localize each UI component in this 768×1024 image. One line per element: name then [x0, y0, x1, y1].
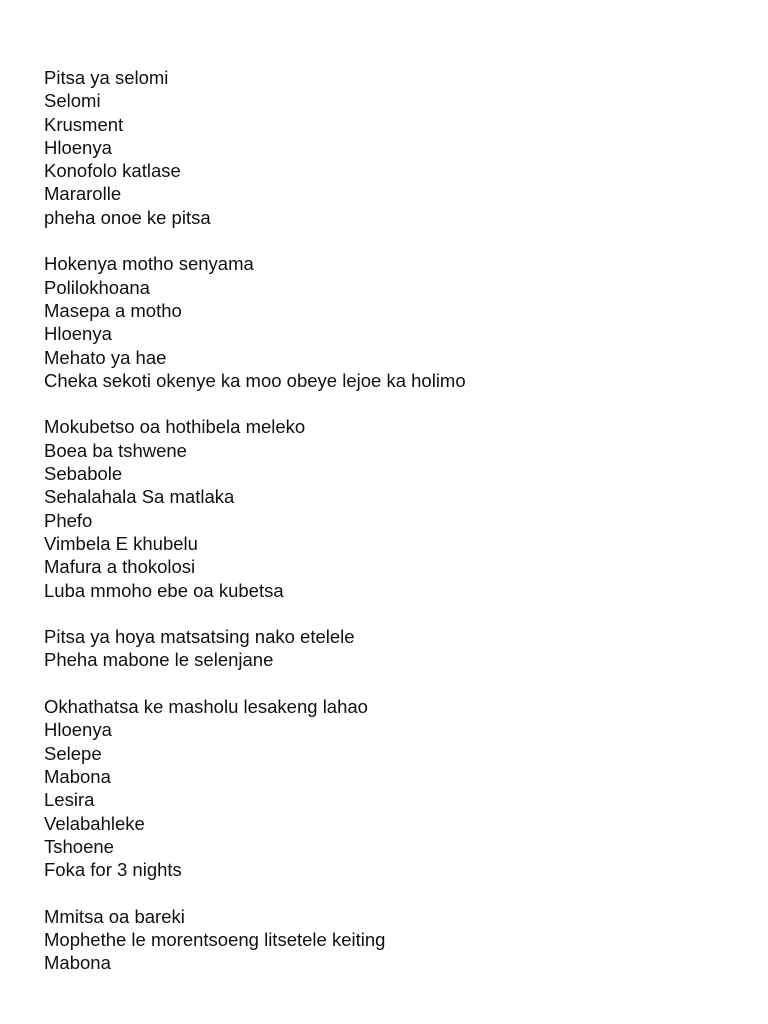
- text-line: Krusment: [44, 113, 124, 135]
- text-line: Mabona: [44, 765, 111, 787]
- text-line: Mokubetso oa hothibela meleko: [44, 416, 306, 438]
- section-3: [44, 415, 744, 601]
- section-2: [44, 252, 744, 392]
- blank-line: [44, 672, 744, 695]
- text-line: Mararolle: [44, 183, 122, 205]
- section-4: [44, 625, 744, 672]
- text-line: Pheha mabone le selenjane: [44, 649, 274, 671]
- text-line: Sebabole: [44, 463, 123, 485]
- text-line: Velabahleke: [44, 812, 145, 834]
- text-line: Mafura a thokolosi: [44, 556, 196, 578]
- text-line: Sehalahala Sa matlaka: [44, 486, 235, 508]
- text-line: Tshoene: [44, 835, 114, 857]
- text-line: Cheka sekoti okenye ka moo obeye lejoe ka holimo: [44, 369, 466, 391]
- text-line: Mmitsa oa bareki: [44, 905, 185, 927]
- text-line: Pitsa ya selomi: [44, 67, 169, 88]
- text-line: Selepe: [44, 742, 102, 764]
- text-line: Konofolo katlase: [44, 160, 181, 182]
- blank-line: [44, 229, 744, 252]
- text-line: Mehato ya hae: [44, 346, 167, 368]
- text-line: Boea ba tshwene: [44, 439, 187, 461]
- blank-line: [44, 881, 744, 904]
- text-line: Okhathatsa ke masholu lesakeng lahao: [44, 696, 368, 718]
- text-line: Vimbela E khubelu: [44, 532, 198, 554]
- text-line: Lesira: [44, 789, 95, 811]
- blank-line: [44, 392, 744, 415]
- text-line: Mabona: [44, 952, 111, 974]
- text-line: Hokenya motho senyama: [44, 253, 254, 275]
- document-page: [44, 66, 744, 975]
- text-line: Phefo: [44, 509, 93, 531]
- section-5: [44, 695, 744, 881]
- text-line: Pitsa ya hoya matsatsing nako etelele: [44, 626, 355, 648]
- text-line: Polilokhoana: [44, 276, 150, 298]
- text-line: Foka for 3 nights: [44, 859, 182, 881]
- text-line: Hloenya: [44, 719, 112, 741]
- text-line: Selomi: [44, 90, 101, 112]
- text-line: Masepa a motho: [44, 299, 182, 321]
- text-line: Hloenya: [44, 136, 112, 158]
- text-line: pheha onoe ke pitsa: [44, 206, 211, 228]
- text-line: Luba mmoho ebe oa kubetsa: [44, 579, 284, 601]
- blank-line: [44, 602, 744, 625]
- section-1: [44, 66, 744, 229]
- text-line: Hloenya: [44, 323, 112, 345]
- text-line: Mophethe le morentsoeng litsetele keiting: [44, 928, 386, 950]
- section-6: [44, 905, 744, 975]
